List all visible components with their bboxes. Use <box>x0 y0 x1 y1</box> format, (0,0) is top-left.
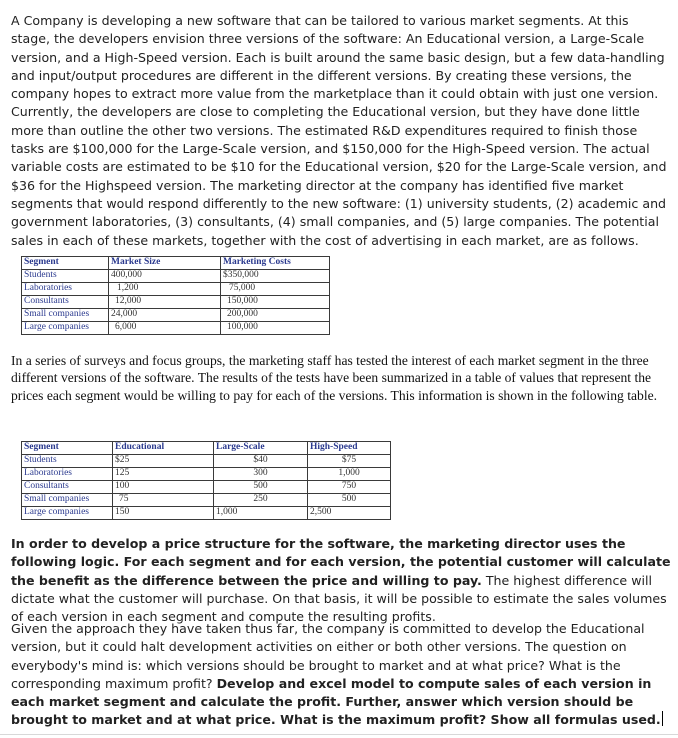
table-row <box>22 296 330 309</box>
market-size-cell: 24,000 <box>109 309 221 322</box>
table-row <box>22 494 391 507</box>
market-table <box>21 256 330 335</box>
marketing-cost-cell: 100,000 <box>221 322 330 335</box>
logic-paragraph <box>11 535 671 626</box>
marketing-cost-cell: 150,000 <box>221 296 330 309</box>
educational-price-cell: 125 <box>113 468 214 481</box>
segment-cell: Small companies <box>22 494 113 507</box>
table-row <box>22 270 330 283</box>
header-segment: Segment <box>22 257 109 270</box>
high-speed-price-cell: 750 <box>308 481 391 494</box>
table-row <box>22 468 391 481</box>
high-speed-price-cell: $75 <box>308 455 391 468</box>
large-scale-price-cell: 300 <box>214 468 308 481</box>
price-table <box>21 441 391 520</box>
intro-paragraph: A Company is developing a new software that can be tailored to various market segments. At this stage, the developers envision three versions of the software: An Educational version, a Large-Scale version, and a High-Speed version. Each is built around the same basic design, but a few data-handling and input/output procedures are different in the different versions. By creating these versions, the company hopes to extract more value from the marketplace than it could obtain with just one version. Currently, the developers are close to completing the Educational version, but they have done little more than outline the other two versions. The estimated R&D expenditures required to finish those tasks are $100,000 for the Large-Scale version, and $150,000 for the High-Speed version. The actual variable costs are estimated to be $10 for the Educational version, $20 for the Large-Scale version, and $36 for the Highspeed version. The marketing director at the company has identified five market segments that would respond differently to the new software: (1) university students, (2) academic and government laboratories, (3) consultants, (4) small companies, and (5) large companies. The potential sales in each of these markets, together with the cost of advertising in each market, are as follows. <box>11 13 667 248</box>
table-row <box>22 283 330 296</box>
market-size-cell: 400,000 <box>109 270 221 283</box>
segment-cell: Consultants <box>22 481 113 494</box>
page-bottom-divider <box>0 734 678 735</box>
price-table-header <box>22 442 391 455</box>
large-scale-price-cell: 250 <box>214 494 308 507</box>
large-scale-price-cell: 1,000 <box>214 507 308 520</box>
header-marketing-costs: Marketing Costs <box>221 257 330 270</box>
large-scale-price-cell: 500 <box>214 481 308 494</box>
table-row <box>22 481 391 494</box>
segment-cell: Consultants <box>22 296 109 309</box>
header-educational: Educational <box>113 442 214 455</box>
table-row <box>22 322 330 335</box>
high-speed-price-cell: 500 <box>308 494 391 507</box>
table-row <box>22 309 330 322</box>
logic-bold-text: In order to develop a price structure for the software, the marketing director uses the following logic. For each segment and for each version, the potential customer will calculate the benefit as the difference between the price and willing to pay. <box>11 536 671 588</box>
header-segment: Segment <box>22 442 113 455</box>
segment-cell: Small companies <box>22 309 109 322</box>
segment-cell: Large companies <box>22 322 109 335</box>
text-cursor <box>662 711 663 726</box>
header-market-size: Market Size <box>109 257 221 270</box>
segment-cell: Laboratories <box>22 283 109 296</box>
question-bold-text: Develop and excel model to compute sales of each version in each market segment and calculate the profit. Further, answer which version should be brought to market and at what price. What is the maximum profit? Show all formulas used. <box>11 675 661 728</box>
survey-paragraph: In a series of surveys and focus groups, the marketing staff has tested the interest of each market segment in the three different versions of the software. The results of the tests have been summarized in a table of values that represent the prices each segment would be willing to pay for each of the versions. This information is shown in the following table. <box>11 353 658 403</box>
table-row <box>22 455 391 468</box>
educational-price-cell: 75 <box>113 494 214 507</box>
educational-price-cell: 150 <box>113 507 214 520</box>
marketing-cost-cell: 200,000 <box>221 309 330 322</box>
segment-cell: Students <box>22 455 113 468</box>
header-large-scale: Large-Scale <box>214 442 308 455</box>
segment-cell: Large companies <box>22 507 113 520</box>
market-size-cell: 12,000 <box>109 296 221 309</box>
table-row <box>22 507 391 520</box>
logic-normal-text: The highest difference will dictate what the customer will purchase. On that basis, it will be possible to estimate the sales volumes of each version in each segment and compute the resulting profits. <box>11 572 667 625</box>
market-size-cell: 6,000 <box>109 322 221 335</box>
header-high-speed: High-Speed <box>308 442 391 455</box>
marketing-cost-cell: $350,000 <box>221 270 330 283</box>
question-paragraph[interactable] <box>11 620 671 730</box>
high-speed-price-cell: 1,000 <box>308 468 391 481</box>
educational-price-cell: $25 <box>113 455 214 468</box>
question-normal-text: Given the approach they have taken thus far, the company is committed to develop the Educational version, but it could halt development activities on either or both other versions. The question on everybody's mind is: which versions should be brought to market and at what price? What is the corresponding maximum profit? <box>11 621 645 691</box>
high-speed-price-cell: 2,500 <box>308 507 391 520</box>
large-scale-price-cell: $40 <box>214 455 308 468</box>
educational-price-cell: 100 <box>113 481 214 494</box>
segment-cell: Laboratories <box>22 468 113 481</box>
market-size-cell: 1,200 <box>109 283 221 296</box>
marketing-cost-cell: 75,000 <box>221 283 330 296</box>
segment-cell: Students <box>22 270 109 283</box>
market-table-header <box>22 257 330 270</box>
